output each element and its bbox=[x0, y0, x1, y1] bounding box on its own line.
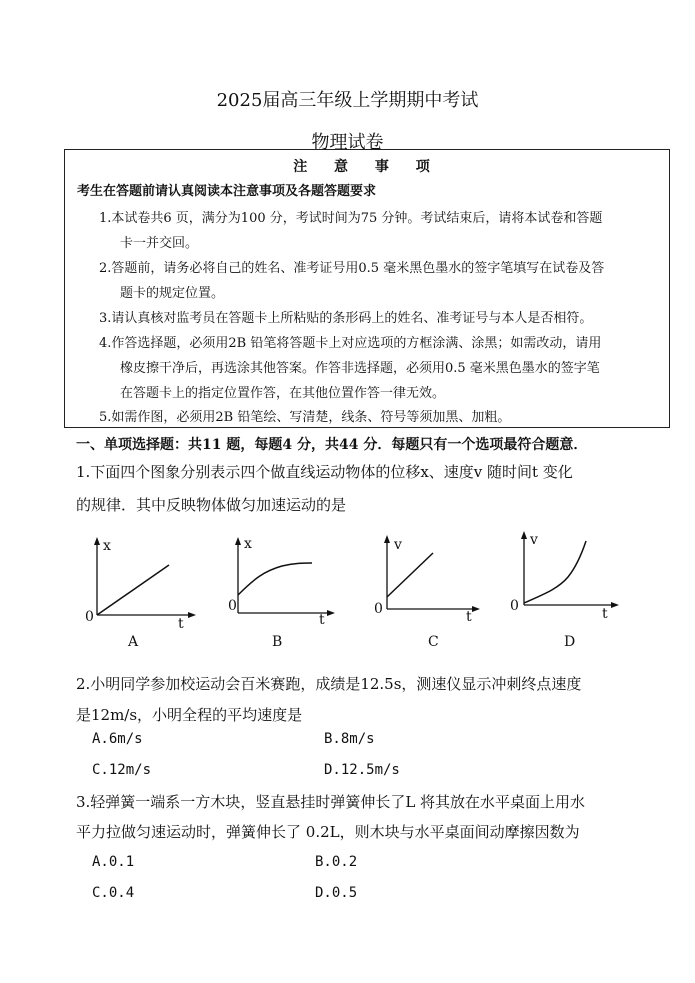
notice-line: 3.请认真核对监考员在答题卡上所粘贴的条形码上的姓名、准考证号与本人是否相符。 bbox=[99, 311, 593, 326]
graph-d-label: D bbox=[564, 634, 576, 650]
graph-b-origin: 0 bbox=[228, 598, 237, 614]
graph-c-origin: 0 bbox=[374, 601, 383, 617]
question-1-line-2: 的规律．其中反映物体做匀加速运动的是 bbox=[76, 496, 347, 514]
question-3-option-b: B.0.2 bbox=[315, 854, 358, 870]
x-axis-arrow bbox=[188, 612, 196, 618]
y-axis-arrow bbox=[384, 535, 390, 543]
question-3-option-c: C.0.4 bbox=[92, 885, 135, 901]
notice-line: 橡皮擦干净后，再选涂其他答案。作答非选择题，必须用0.5 毫米黑色墨水的签字笔 bbox=[120, 361, 600, 376]
notice-line: 题卡的规定位置。 bbox=[120, 286, 225, 301]
notice-intro: 考生在答题前请认真阅读本注意事项及各题答题要求 bbox=[77, 184, 377, 199]
x-axis-arrow bbox=[611, 602, 619, 608]
notice-line: 2.答题前，请务必将自己的姓名、准考证号用0.5 毫米黑色墨水的签字笔填写在试卷及答 bbox=[99, 261, 605, 276]
graph-b-y-label: x bbox=[244, 536, 252, 552]
curve-linear-offset bbox=[387, 553, 433, 597]
notice-line: 5.如需作图，必须用2B 铅笔绘、写清楚，线条、符号等须加黑、加粗。 bbox=[99, 410, 511, 425]
question-1-line-1: 1.下面四个图象分别表示四个做直线运动物体的位移x、速度v 随时间t 变化 bbox=[76, 463, 573, 481]
question-2-option-b: B.8m/s bbox=[324, 731, 375, 747]
graph-d-y-label: v bbox=[530, 532, 538, 548]
y-axis-arrow bbox=[94, 537, 100, 545]
question-2-option-c: C.12m/s bbox=[92, 762, 152, 778]
notice-line: 1.本试卷共6 页，满分为100 分，考试时间为75 分钟。考试结束后，请将本试卷和答题 bbox=[99, 211, 603, 226]
y-axis-arrow bbox=[235, 537, 241, 545]
x-axis-arrow bbox=[327, 610, 335, 616]
graph-b-label: B bbox=[272, 634, 283, 650]
graph-c-y-label: v bbox=[394, 537, 402, 553]
question-2-option-a: A.6m/s bbox=[92, 731, 143, 747]
graph-a-origin: 0 bbox=[85, 609, 94, 625]
question-3-option-a: A.0.1 bbox=[92, 854, 135, 870]
graph-c-x-label: t bbox=[466, 609, 472, 625]
question-3-line-1: 3.轻弹簧一端系一方木块，竖直悬挂时弹簧伸长了L 将其放在水平桌面上用水 bbox=[76, 793, 586, 811]
exam-subtitle: 物理试卷 bbox=[311, 132, 384, 153]
notice-line: 在答题卡上的指定位置作答，在其他位置作答一律无效。 bbox=[120, 386, 446, 401]
curve-convex bbox=[524, 541, 586, 603]
notice-line: 4.作答选择题，必须用2B 铅笔将答题卡上对应选项的方框涂满、涂黑；如需改动，请用 bbox=[99, 336, 602, 351]
question-2-option-d: D.12.5m/s bbox=[324, 762, 400, 778]
notice-heading: 注 意 事 项 bbox=[293, 159, 441, 175]
graph-a-label: A bbox=[128, 634, 139, 650]
exam-title: 2025届高三年级上学期期中考试 bbox=[216, 90, 479, 111]
graph-a-x-label: t bbox=[178, 616, 184, 632]
curve-linear bbox=[97, 565, 169, 615]
graph-b-x-label: t bbox=[319, 612, 325, 628]
section-header: 一、单项选择题：共11 题，每题4 分，共44 分．每题只有一个选项最符合题意． bbox=[76, 437, 588, 453]
graph-a-y-label: x bbox=[103, 538, 111, 554]
x-axis-arrow bbox=[472, 606, 480, 612]
notice-line: 卡一并交回。 bbox=[120, 236, 199, 251]
notice-box bbox=[64, 149, 670, 428]
graph-c-label: C bbox=[428, 634, 439, 650]
question-2-line-2: 是12m/s，小明全程的平均速度是 bbox=[76, 706, 303, 724]
graph-d-origin: 0 bbox=[510, 598, 519, 614]
question-3-option-d: D.0.5 bbox=[315, 885, 358, 901]
graph-d-x-label: t bbox=[602, 606, 608, 622]
y-axis-arrow bbox=[521, 531, 527, 539]
question-2-line-1: 2.小明同学参加校运动会百米赛跑，成绩是12.5s，测速仪显示冲刺终点速度 bbox=[76, 675, 582, 693]
question-3-line-2: 平力拉做匀速运动时，弹簧伸长了 0.2L，则木块与水平桌面间动摩擦因数为 bbox=[76, 823, 580, 841]
curve-concave bbox=[238, 563, 312, 595]
